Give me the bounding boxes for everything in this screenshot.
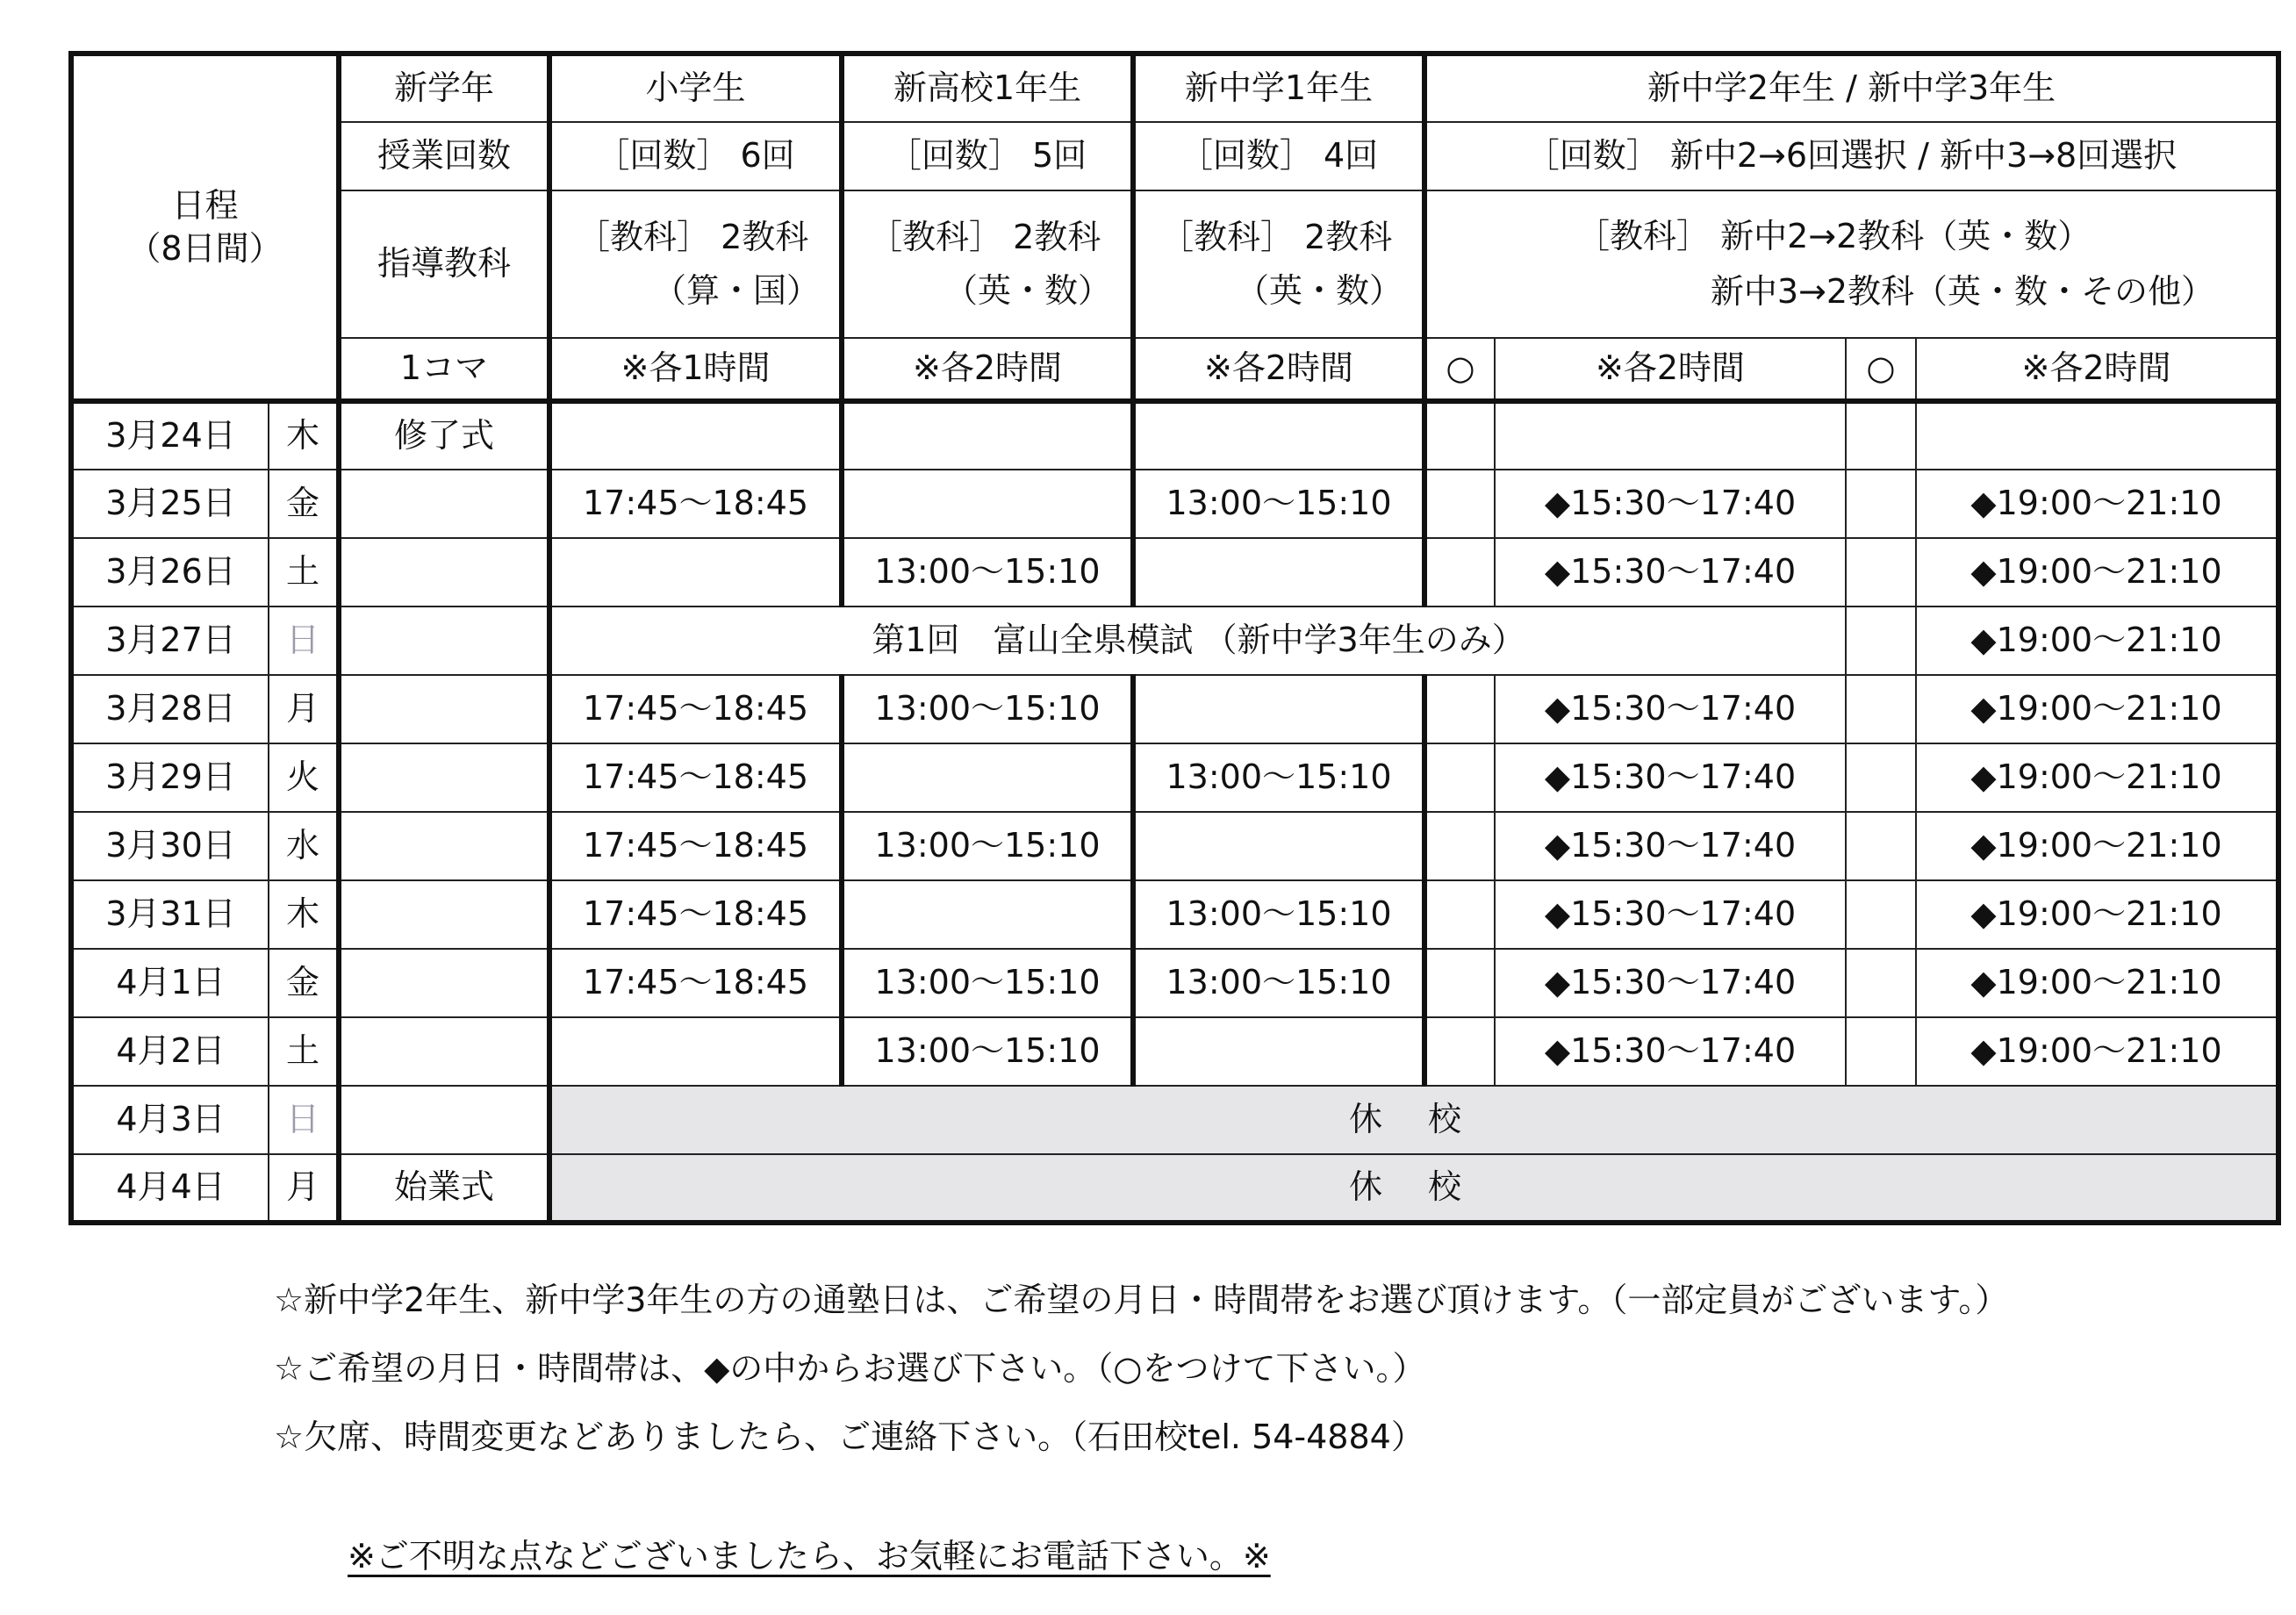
note-line: ☆新中学2年生、新中学3年生の方の通塾日は、ご希望の月日・時間帯をお選び頂けます。（一部定員がございます。） [274, 1281, 2009, 1319]
time-elem: 17:45～18:45 [549, 812, 842, 880]
time-hs1 [842, 401, 1133, 470]
row-date: 3月28日 [71, 675, 269, 743]
select-circle-cell [1846, 812, 1916, 880]
schedule-label: 日程 [171, 185, 239, 225]
row-weekday: 土 [269, 538, 339, 607]
koma-elem: ※各1時間 [549, 338, 842, 401]
row-weekday: 金 [269, 470, 339, 538]
subjects-jh1-line1: ［教科］ 2教科 [1160, 218, 1393, 257]
select-circle-cell [1424, 880, 1495, 949]
time-hs1 [842, 470, 1133, 538]
time-jh23-b: ◆19:00～21:10 [1916, 607, 2278, 675]
time-jh23-a: ◆15:30～17:40 [1495, 880, 1846, 949]
time-jh23-b: ◆19:00～21:10 [1916, 949, 2278, 1017]
row-weekday: 火 [269, 743, 339, 812]
select-circle-cell [1846, 880, 1916, 949]
table-row [71, 538, 2278, 607]
table-row [71, 812, 2278, 880]
sessions-jh1: ［回数］ 4回 [1133, 122, 1424, 190]
time-hs1: 13:00～15:10 [842, 949, 1133, 1017]
select-circle-cell [1846, 743, 1916, 812]
time-elem: 17:45～18:45 [549, 743, 842, 812]
row-date: 3月25日 [71, 470, 269, 538]
grade-hs1: 新高校1年生 [842, 54, 1133, 122]
time-jh23-b: ◆19:00～21:10 [1916, 538, 2278, 607]
koma-jh1: ※各2時間 [1133, 338, 1424, 401]
subjects-hs1-line1: ［教科］ 2教科 [869, 218, 1101, 257]
time-jh23-a: ◆15:30～17:40 [1495, 1017, 1846, 1086]
time-jh1: 13:00～15:10 [1133, 743, 1424, 812]
koma-row-label: 1コマ [339, 338, 549, 401]
subjects-jh23-line2: 新中3→2教科（英・数・その他） [1710, 272, 2215, 311]
row-weekday: 金 [269, 949, 339, 1017]
time-hs1: 13:00～15:10 [842, 812, 1133, 880]
time-hs1 [842, 743, 1133, 812]
time-jh23-b: ◆19:00～21:10 [1916, 743, 2278, 812]
row-event [339, 538, 549, 607]
table-row [71, 470, 2278, 538]
row-date: 3月26日 [71, 538, 269, 607]
grade-jh1: 新中学1年生 [1133, 54, 1424, 122]
table-header [71, 54, 2278, 401]
time-jh23-a: ◆15:30～17:40 [1495, 812, 1846, 880]
time-jh1: 13:00～15:10 [1133, 949, 1424, 1017]
subjects-elem [549, 190, 842, 338]
time-hs1: 13:00～15:10 [842, 1017, 1133, 1086]
time-jh1 [1133, 812, 1424, 880]
select-circle-cell [1846, 401, 1916, 470]
time-hs1: 13:00～15:10 [842, 675, 1133, 743]
select-circle-cell [1424, 743, 1495, 812]
circle-mark-b: ○ [1846, 338, 1916, 401]
table-row [71, 743, 2278, 812]
schedule-days: （8日間） [127, 229, 283, 268]
time-jh23-a: ◆15:30～17:40 [1495, 675, 1846, 743]
note-line: ☆ご希望の月日・時間帯は、◆の中からお選び下さい。（○をつけて下さい。） [274, 1349, 1426, 1388]
row-event [339, 675, 549, 743]
schedule-rows [71, 401, 2278, 1223]
row-weekday: 月 [269, 675, 339, 743]
table-row [71, 401, 2278, 470]
table-row [71, 1086, 2278, 1154]
table-row [71, 880, 2278, 949]
row-weekday: 木 [269, 880, 339, 949]
row-event [339, 1086, 549, 1154]
row-date: 4月4日 [71, 1154, 269, 1223]
select-circle-cell [1424, 675, 1495, 743]
time-elem: 17:45～18:45 [549, 470, 842, 538]
time-jh23-b: ◆19:00～21:10 [1916, 675, 2278, 743]
row-event [339, 812, 549, 880]
subjects-jh23-line1: ［教科］ 新中2→2教科（英・数） [1576, 217, 2092, 256]
circle-mark-a: ○ [1424, 338, 1495, 401]
row-date: 3月27日 [71, 607, 269, 675]
time-jh23-a [1495, 401, 1846, 470]
select-circle-cell [1424, 401, 1495, 470]
sessions-row-label: 授業回数 [339, 122, 549, 190]
koma-hs1: ※各2時間 [842, 338, 1133, 401]
time-elem [549, 401, 842, 470]
row-event [339, 470, 549, 538]
time-jh23-b: ◆19:00～21:10 [1916, 1017, 2278, 1086]
select-circle-cell [1846, 1017, 1916, 1086]
select-circle-cell [1846, 470, 1916, 538]
time-jh23-b: ◆19:00～21:10 [1916, 470, 2278, 538]
time-elem [549, 538, 842, 607]
row-event [339, 607, 549, 675]
time-hs1: 13:00～15:10 [842, 538, 1133, 607]
time-elem [549, 1017, 842, 1086]
row-date: 4月2日 [71, 1017, 269, 1086]
row-event [339, 1017, 549, 1086]
grade-elem: 小学生 [549, 54, 842, 122]
table-row [71, 949, 2278, 1017]
time-jh23-b: ◆19:00～21:10 [1916, 812, 2278, 880]
sessions-hs1: ［回数］ 5回 [842, 122, 1133, 190]
sessions-jh23: ［回数］ 新中2→6回選択 / 新中3→8回選択 [1424, 122, 2278, 190]
time-jh1 [1133, 1017, 1424, 1086]
time-elem: 17:45～18:45 [549, 949, 842, 1017]
select-circle-cell [1846, 675, 1916, 743]
special-event-cell: 第1回 富山全県模試 （新中学3年生のみ） [549, 607, 1846, 675]
schedule-table [68, 51, 2281, 1225]
row-weekday: 木 [269, 401, 339, 470]
row-event: 始業式 [339, 1154, 549, 1223]
time-jh1: 13:00～15:10 [1133, 880, 1424, 949]
subjects-jh1 [1133, 190, 1424, 338]
subjects-row-label: 指導教科 [339, 190, 549, 338]
row-event [339, 949, 549, 1017]
row-date: 3月24日 [71, 401, 269, 470]
time-jh23-a: ◆15:30～17:40 [1495, 949, 1846, 1017]
time-elem: 17:45～18:45 [549, 880, 842, 949]
row-date: 4月1日 [71, 949, 269, 1017]
row-weekday: 日 [269, 1086, 339, 1154]
subjects-elem-line1: ［教科］ 2教科 [577, 218, 809, 257]
time-jh1: 13:00～15:10 [1133, 470, 1424, 538]
time-jh1 [1133, 538, 1424, 607]
time-jh23-b: ◆19:00～21:10 [1916, 880, 2278, 949]
select-circle-cell [1846, 607, 1916, 675]
select-circle-cell [1424, 1017, 1495, 1086]
time-hs1 [842, 880, 1133, 949]
time-jh1 [1133, 401, 1424, 470]
row-event [339, 880, 549, 949]
grade-jh23: 新中学2年生 / 新中学3年生 [1424, 54, 2278, 122]
row-date: 4月3日 [71, 1086, 269, 1154]
row-event [339, 743, 549, 812]
note-line: ☆欠席、時間変更などありましたら、ご連絡下さい。（石田校tel. 54-4884） [274, 1418, 1424, 1456]
row-weekday: 日 [269, 607, 339, 675]
notes [274, 1266, 2008, 1471]
time-elem: 17:45～18:45 [549, 675, 842, 743]
grade-row-label: 新学年 [339, 54, 549, 122]
row-event: 修了式 [339, 401, 549, 470]
table-row [71, 607, 2278, 675]
select-circle-cell [1424, 470, 1495, 538]
row-weekday: 土 [269, 1017, 339, 1086]
koma-jh23-a: ※各2時間 [1495, 338, 1846, 401]
closed-cell: 休 校 [549, 1154, 2278, 1223]
table-row [71, 675, 2278, 743]
sessions-elem: ［回数］ 6回 [549, 122, 842, 190]
time-jh23-a: ◆15:30～17:40 [1495, 470, 1846, 538]
subjects-hs1-line2: （英・数） [944, 271, 1111, 310]
select-circle-cell [1424, 538, 1495, 607]
time-jh23-a: ◆15:30～17:40 [1495, 538, 1846, 607]
subjects-hs1 [842, 190, 1133, 338]
select-circle-cell [1846, 538, 1916, 607]
contact-note: ※ご不明な点などございましたら、お気軽にお電話下さい。※ [348, 1537, 1271, 1576]
select-circle-cell [1846, 949, 1916, 1017]
closed-cell: 休 校 [549, 1086, 2278, 1154]
time-jh23-b [1916, 401, 2278, 470]
row-date: 3月31日 [71, 880, 269, 949]
table-row [71, 1154, 2278, 1223]
row-date: 3月29日 [71, 743, 269, 812]
row-weekday: 水 [269, 812, 339, 880]
subjects-jh23 [1424, 190, 2278, 338]
table-row [71, 1017, 2278, 1086]
koma-jh23-b: ※各2時間 [1916, 338, 2278, 401]
time-jh1 [1133, 675, 1424, 743]
time-jh23-a: ◆15:30～17:40 [1495, 743, 1846, 812]
select-circle-cell [1424, 812, 1495, 880]
subjects-elem-line2: （算・国） [652, 271, 820, 310]
row-date: 3月30日 [71, 812, 269, 880]
schedule-header-cell [71, 54, 339, 401]
row-weekday: 月 [269, 1154, 339, 1223]
subjects-jh1-line2: （英・数） [1235, 271, 1403, 310]
select-circle-cell [1424, 949, 1495, 1017]
